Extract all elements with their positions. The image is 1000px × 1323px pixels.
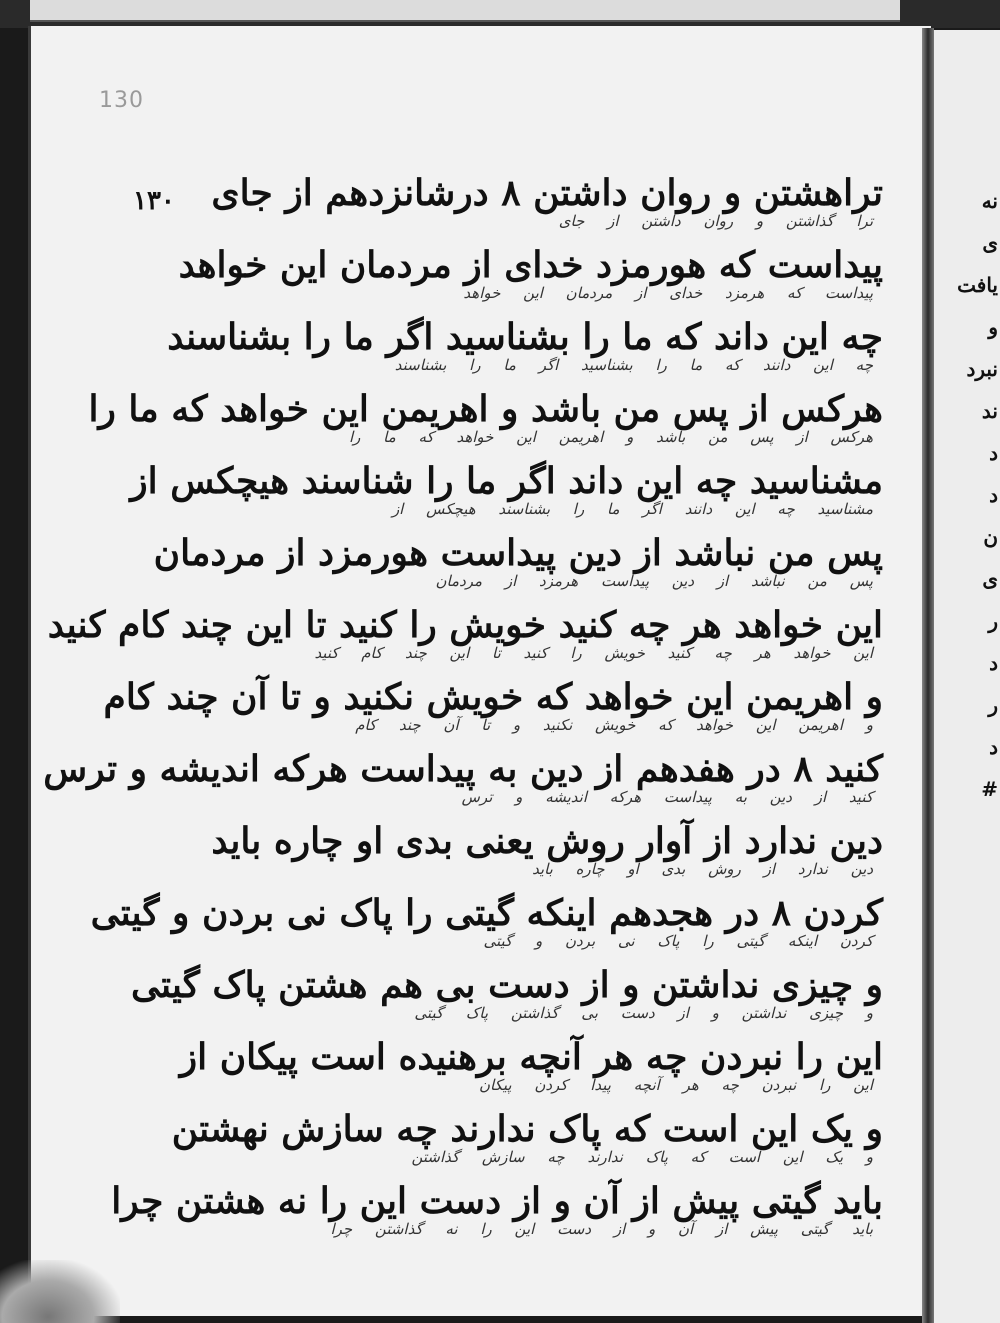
manuscript-line: [103, 654, 883, 734]
folio-number-pencil: 130: [99, 88, 144, 113]
book-gutter: [922, 28, 934, 1323]
interlinear-gloss: باید گیتی پیش از آن و از دست این را نه گذاشتن چرا: [330, 1220, 873, 1238]
interlinear-gloss: کنید از دین به پیداست هرکه اندیشه و ترس: [461, 788, 873, 806]
interlinear-gloss: و اهریمن این خواهد که خویش نکنید و تا آن چند کام: [355, 716, 873, 734]
fragment: ند: [981, 399, 998, 423]
main-text: دین ندارد از آوار روش یعنی بدی او چاره باید: [211, 820, 883, 862]
interlinear-gloss: ترا گذاشتن و روان داشتن از جای: [558, 212, 873, 230]
main-text: کنید ۸ در هفدهم از دین به پیداست هرکه اندیشه و ترس: [43, 748, 883, 790]
manuscript-line: [173, 1014, 883, 1094]
manuscript-line: [131, 942, 883, 1022]
manuscript-line: [173, 150, 883, 230]
fragment: د: [989, 651, 998, 675]
fragment: ر: [988, 693, 998, 717]
fragment: ن: [983, 525, 998, 549]
main-text: و چیزی نداشتن و از دست بی هم هشتن پاک گیتی: [131, 964, 883, 1006]
interlinear-gloss: هرکس از پس من باشد و اهریمن این خواهد که ما را: [348, 428, 873, 446]
manuscript-line: [171, 1086, 883, 1166]
manuscript-line: [111, 1158, 883, 1238]
main-text: و یک این است که پاک ندارند چه سازش نهشتن: [171, 1108, 883, 1150]
fragment: د: [989, 735, 998, 759]
interlinear-gloss: مشناسید چه این دانند اگر ما را بشناسند هیچکس از: [391, 500, 873, 518]
manuscript-line: [88, 366, 883, 446]
fragment: ی: [982, 567, 998, 591]
interlinear-gloss: پس من نباشد از دین پیداست هرمزد از مردمان: [435, 572, 873, 590]
interlinear-gloss: این خواهد هر چه کنید خویش را کنید تا این چند کام کنید: [314, 644, 873, 662]
manuscript-line: [167, 294, 883, 374]
scanner-thumb-shadow: [0, 1260, 120, 1323]
main-text: این را نبردن چه هر آنچه برهنیده است پیکان از: [179, 1036, 883, 1078]
interlinear-gloss: و چیزی نداشتن و از دست بی گذاشتن پاک گیتی: [414, 1004, 873, 1022]
interlinear-gloss: پیداست که هرمزد خدای از مردمان این خواهد: [463, 284, 873, 302]
scan-top-edge: [0, 0, 1000, 28]
manuscript-line: [90, 870, 883, 950]
main-text: و اهریمن این خواهد که خویش نکنید و تا آن چند کام: [103, 676, 883, 718]
manuscript-line: [130, 438, 883, 518]
interlinear-gloss: دین ندارد از روش بدی او چاره باید: [532, 860, 873, 878]
page-top-lip: [30, 0, 900, 22]
main-text: کردن ۸ در هجدهم اینکه گیتی را پاک نی بردن و گیتی: [90, 892, 883, 934]
manuscript-line: [43, 726, 883, 806]
main-text: هرکس از پس من باشد و اهریمن این خواهد که ما را: [88, 388, 883, 430]
fragment: ر: [988, 609, 998, 633]
interlinear-gloss: این را نبردن چه هر آنچه پیدا کردن پیکان: [479, 1076, 873, 1094]
fragment: نه: [981, 189, 998, 213]
main-text: پس من نباشد از دین پیداست هورمزد از مردمان: [153, 532, 883, 574]
main-text: این خواهد هر چه کنید خویش را کنید تا این چند کام کنید: [47, 604, 883, 646]
right-page-text-fragments: [940, 180, 998, 810]
manuscript-line: [153, 510, 883, 590]
fragment: ی: [982, 231, 998, 255]
fragment: د: [989, 441, 998, 465]
manuscript-line: [173, 222, 883, 302]
fragment: و: [988, 315, 998, 339]
main-text: پیداست که هورمزد خدای از مردمان این خواهد: [178, 244, 883, 286]
folio-number-ink: ۱۳۰: [133, 186, 175, 216]
fragment: #: [981, 777, 998, 801]
main-text: مشناسید چه این داند اگر ما را شناسند هیچکس از: [130, 460, 883, 502]
main-text: چه این داند که ما را بشناسید اگر ما را بشناسند: [167, 316, 883, 358]
main-text: تراهشتن و روان داشتن ۸ درشانزدهم از جای: [211, 172, 883, 214]
manuscript-line: [173, 798, 883, 878]
fragment: یافت: [957, 273, 998, 297]
fragment: نبرد: [966, 357, 998, 381]
main-text: باید گیتی پیش از آن و از دست این را نه هشتن چرا: [111, 1180, 883, 1222]
left-page: [28, 26, 931, 1316]
interlinear-gloss: کردن اینکه گیتی را پاک نی بردن و گیتی: [483, 932, 873, 950]
manuscript-line: [47, 582, 883, 662]
interlinear-gloss: و یک این است که پاک ندارند چه سازش گذاشتن: [411, 1148, 873, 1166]
interlinear-gloss: چه این دانند که ما را بشناسید اگر ما را بشناسند: [394, 356, 873, 374]
fragment: د: [989, 483, 998, 507]
